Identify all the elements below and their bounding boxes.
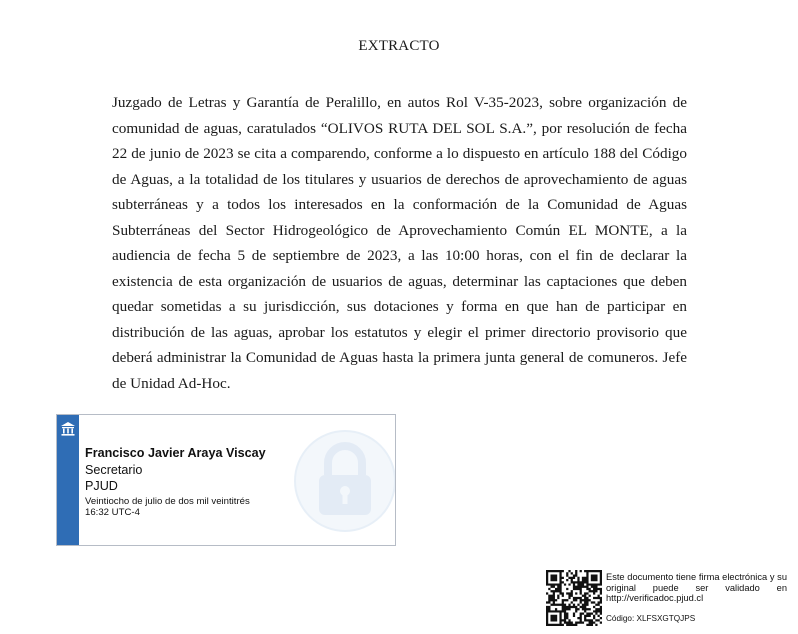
signature-datetime xyxy=(85,496,385,518)
signature-time: 16:32 UTC-4 xyxy=(85,507,140,518)
qr-code-pattern xyxy=(546,570,602,626)
signature-card xyxy=(56,414,396,546)
signature-date: Veintiocho de julio de dos mil veintitrés xyxy=(85,496,250,507)
signer-organization: PJUD xyxy=(85,479,118,493)
signer-name: Francisco Javier Araya Viscay xyxy=(85,446,266,460)
document-body: Juzgado de Letras y Garantía de Peralillo, en autos Rol V-35-2023, sobre organización de comunidad de aguas, caratulados “OLIVOS RUTA DEL SOL S.A.”, por resolución de fecha 22 de junio de 2023 se cita a comparendo, conforme a lo dispuesto en artículo 188 del Código de Aguas, a la totalidad de los titulares y usuarios de derechos de aprovechamiento de aguas subterráneas y a todos los interesados en la conformación de la Comunidad de Aguas Subterráneas del Sector Hidrogeológico de Aprovechamiento Común EL MONTE, a la audiencia de fecha 5 de septiembre de 2023, a las 10:00 horas, con el fin de declarar la existencia de esta organización de usuarios de aguas, determinar las captaciones que deben quedar sometidas a su jurisdicción, sus dotaciones y forma en que han de participar en distribución de las aguas, aprobar los estatutos y elegir el primer directorio provisorio que deberá administrar la Comunidad de Aguas hasta la primera junta general de comuneros. Jefe de Unidad Ad-Hoc. xyxy=(112,94,687,392)
qr-code-icon xyxy=(546,570,602,626)
verification-block xyxy=(606,572,787,624)
verification-text: Este documento tiene firma electrónica y su original puede ser validado en http://verificadoc.pjud.cl xyxy=(606,572,787,603)
verification-code: Código: XLFSXGTQJPS xyxy=(606,613,696,623)
courthouse-icon xyxy=(60,421,76,437)
signature-accent-bar xyxy=(57,415,79,545)
document-title: EXTRACTO xyxy=(358,38,440,54)
signature-info xyxy=(85,445,385,518)
signer-role: Secretario xyxy=(85,463,143,477)
